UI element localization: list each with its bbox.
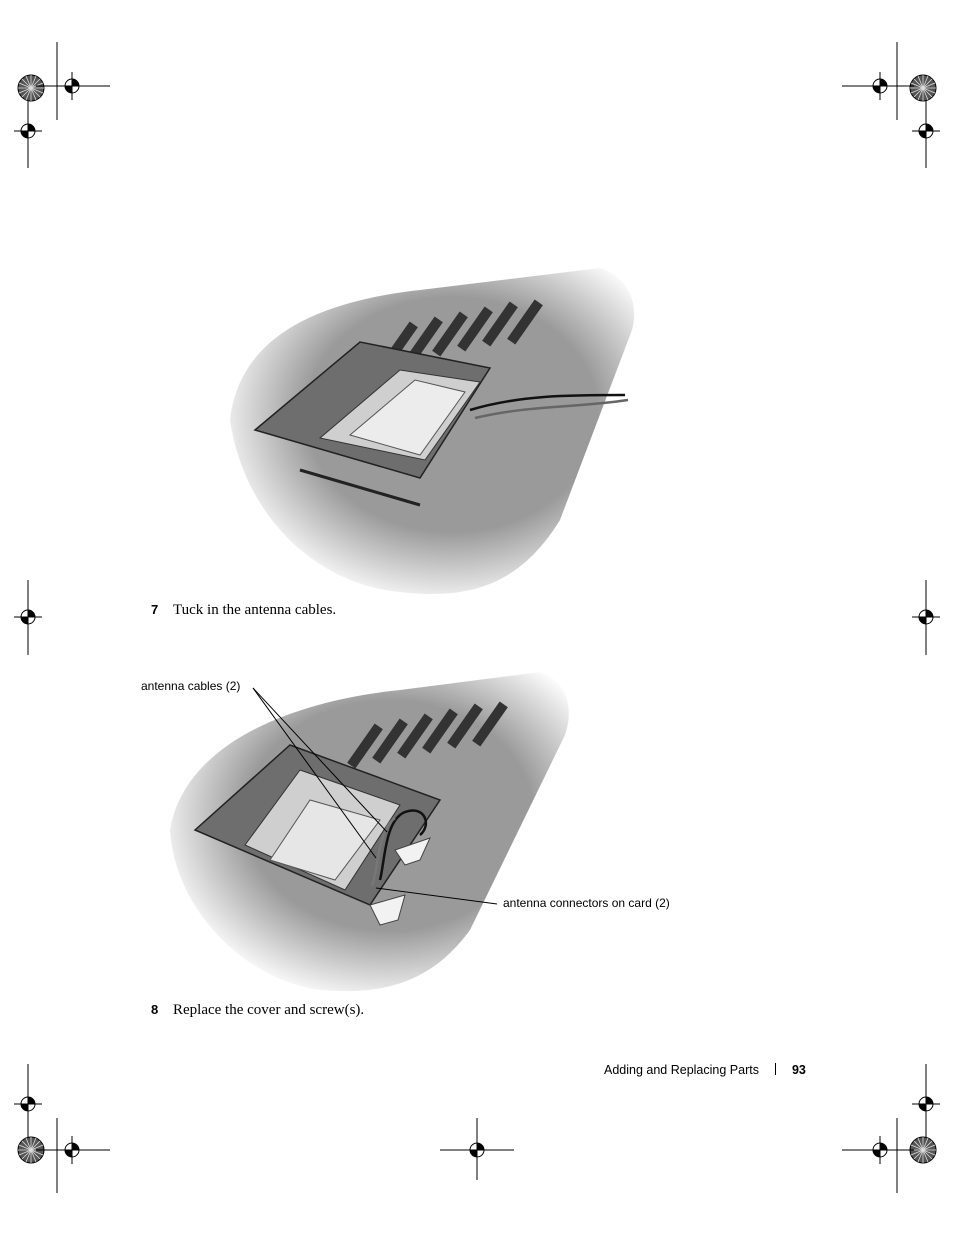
step-number: 7	[151, 602, 159, 617]
callout-antenna-cables: antenna cables (2)	[141, 679, 241, 693]
page-footer	[604, 1063, 806, 1077]
step-text: Tuck in the antenna cables.	[173, 602, 337, 618]
callout-antenna-connectors: antenna connectors on card (2)	[503, 896, 670, 910]
footer-section-title: Adding and Replacing Parts	[604, 1063, 759, 1077]
step-8	[151, 1002, 364, 1019]
footer-divider	[775, 1063, 776, 1075]
page-number: 93	[791, 1063, 806, 1077]
step-number: 8	[151, 1002, 159, 1017]
step-text: Replace the cover and screw(s).	[173, 1002, 365, 1018]
